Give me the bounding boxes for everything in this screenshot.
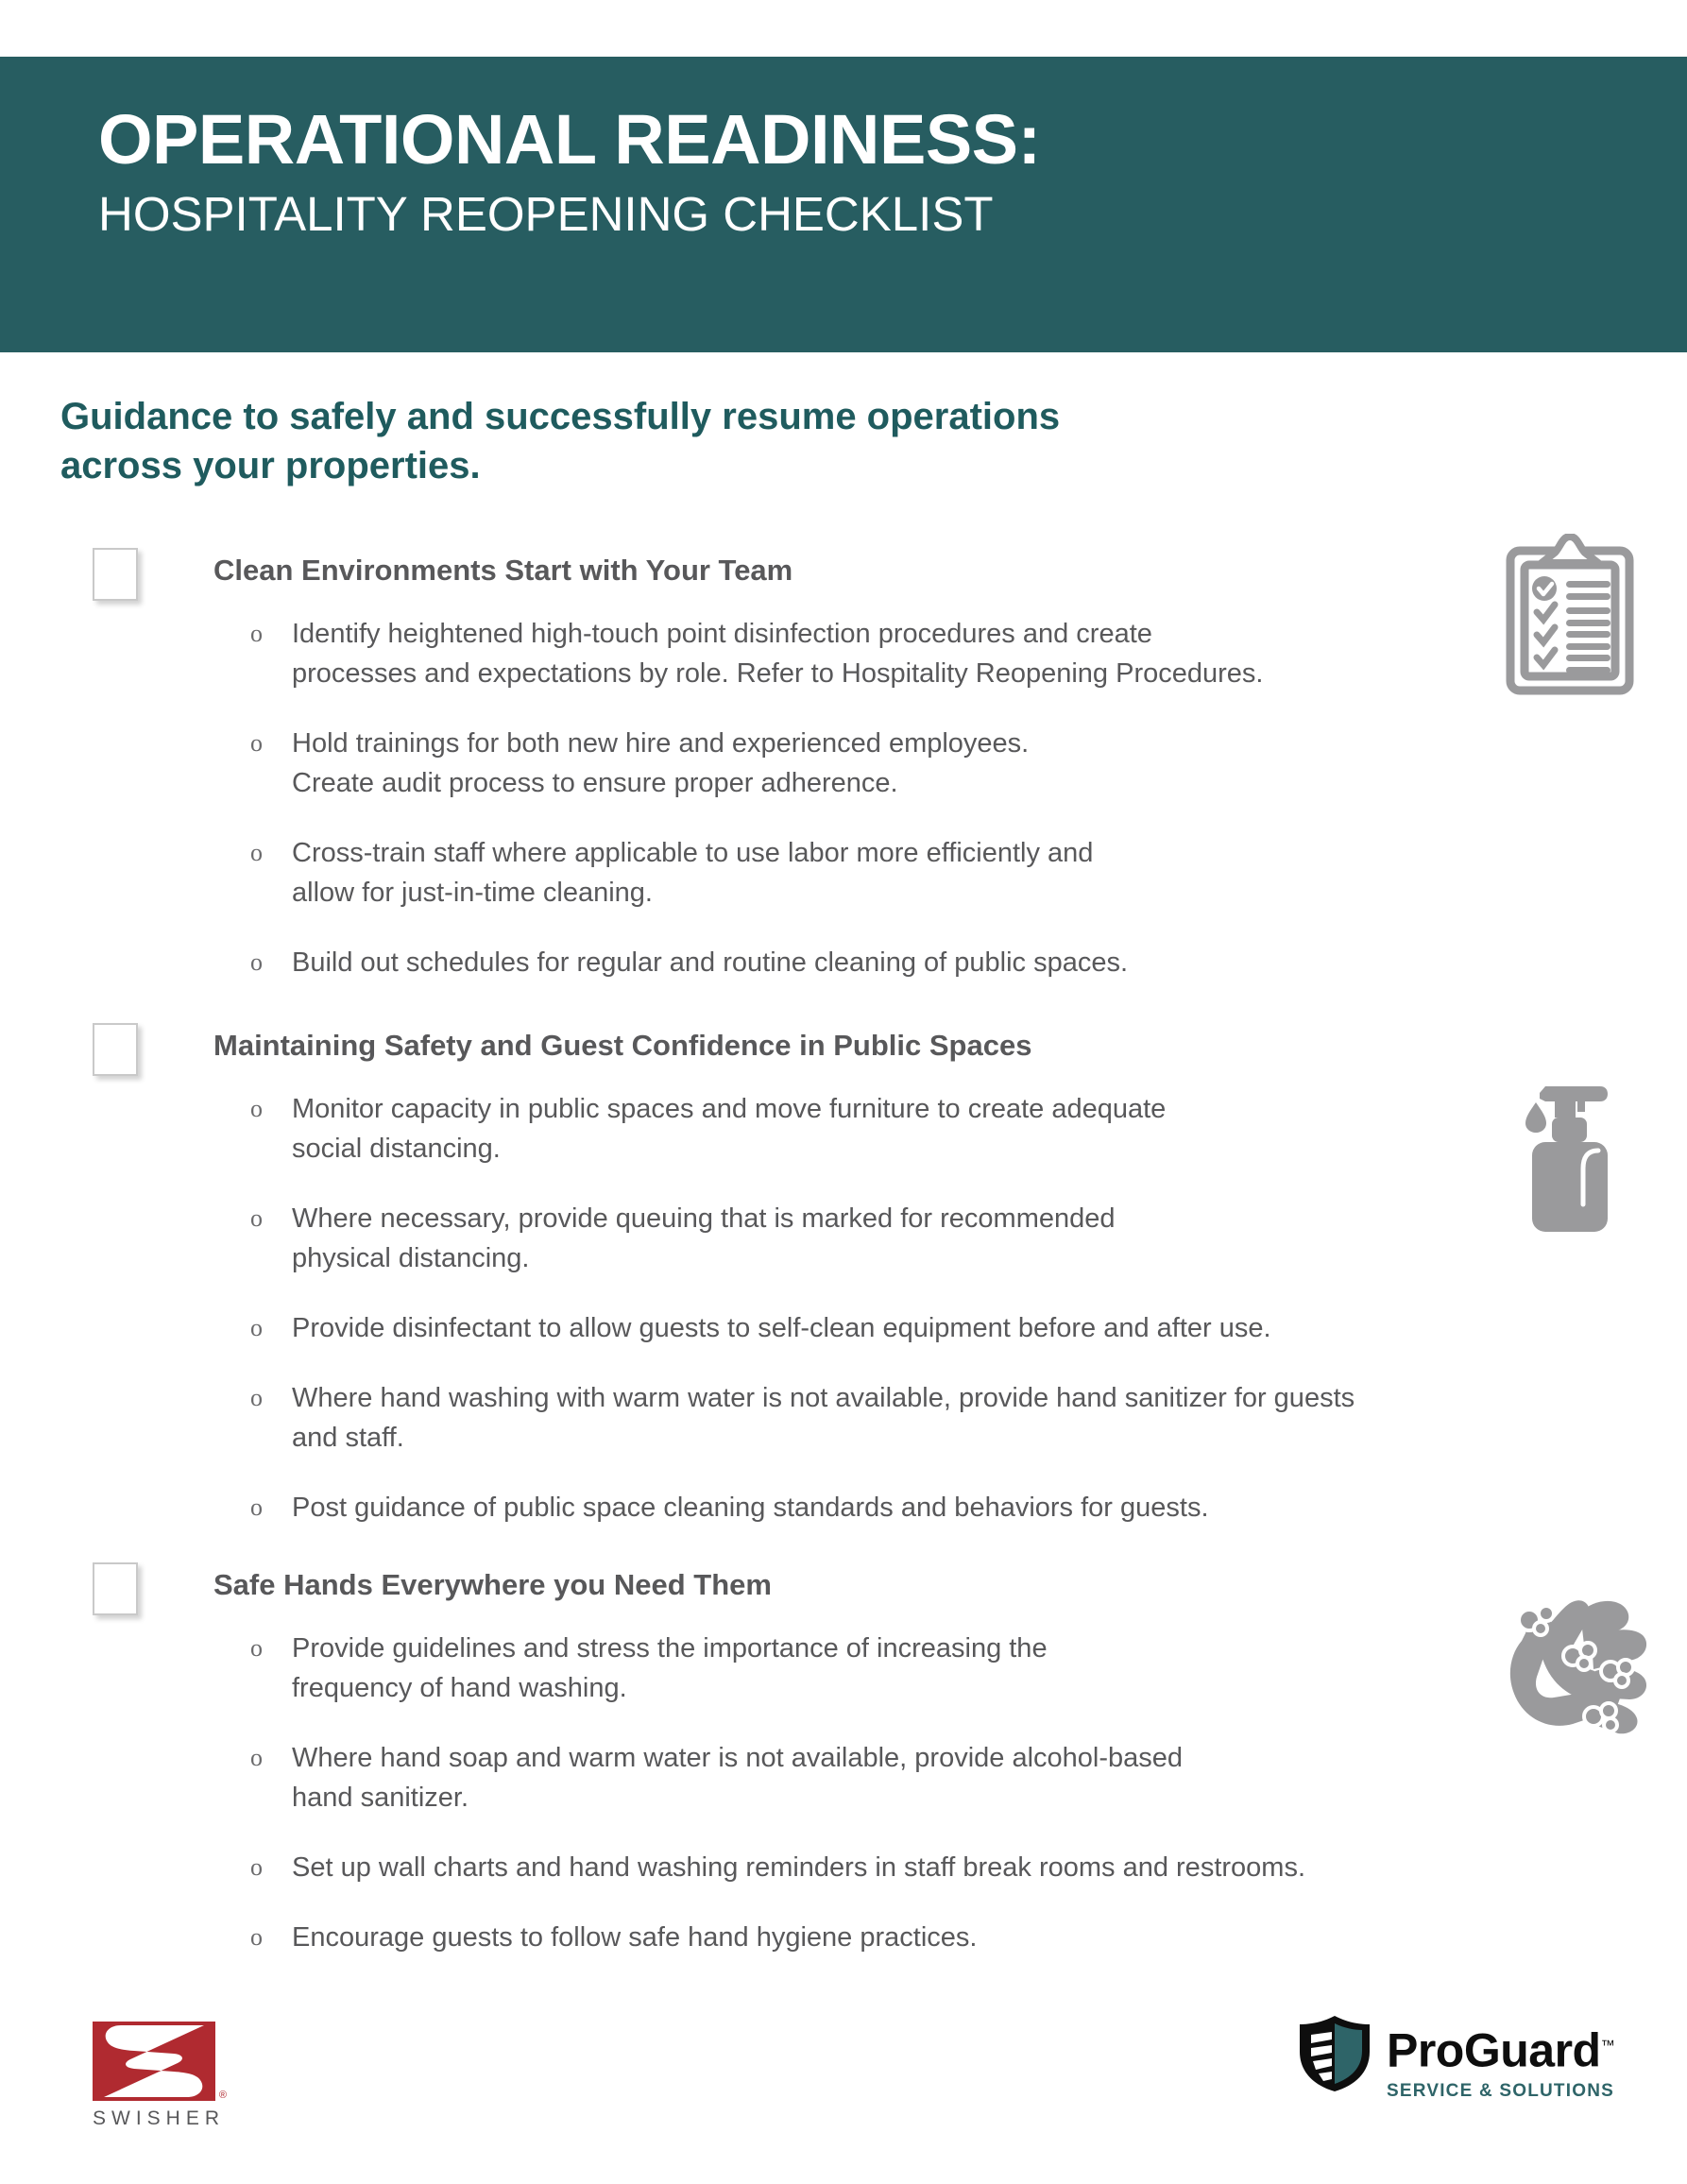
bullet-line-1: Where necessary, provide queuing that is marked for recommended xyxy=(292,1203,1116,1234)
list-item xyxy=(0,1199,1687,1278)
bullet-text xyxy=(292,943,1128,982)
proguard-trademark: ™ xyxy=(1600,2038,1615,2054)
proguard-text-block xyxy=(1387,2022,1614,2102)
bullet-line-1: Provide guidelines and stress the importance of increasing the xyxy=(292,1633,1048,1664)
bullet-text xyxy=(292,614,1263,693)
section-title: Safe Hands Everywhere you Need Them xyxy=(213,1568,772,1601)
bullet-line-2: processes and expectations by role. Refer to Hospitality Reopening Procedures. xyxy=(292,658,1264,689)
proguard-logo xyxy=(1296,2014,1614,2102)
bullet-marker: o xyxy=(250,1634,263,1662)
list-item xyxy=(0,1378,1687,1458)
list-item xyxy=(0,1308,1687,1348)
proguard-name-text: ProGuard xyxy=(1387,2023,1601,2077)
bullet-marker: o xyxy=(250,839,263,866)
list-item xyxy=(0,1918,1687,1957)
bullet-line-1: Monitor capacity in public spaces and move furniture to create adequate xyxy=(292,1094,1167,1124)
proguard-tagline: SERVICE & SOLUTIONS xyxy=(1387,2080,1614,2101)
section-checkbox[interactable] xyxy=(93,1562,138,1615)
bullet-line-1: Build out schedules for regular and routine cleaning of public spaces. xyxy=(292,947,1129,978)
bullet-text xyxy=(292,1848,1305,1887)
section-safe-hands xyxy=(0,1558,1687,1957)
bullet-line-1: Provide disinfectant to allow guests to self-clean equipment before and after use. xyxy=(292,1313,1271,1343)
page-subtitle: HOSPITALITY REOPENING CHECKLIST xyxy=(98,187,994,241)
section-title: Clean Environments Start with Your Team xyxy=(213,554,793,587)
bullet-marker: o xyxy=(250,1853,263,1881)
swisher-logo xyxy=(93,2022,230,2130)
bullet-line-1: Cross-train staff where applicable to use labor more efficiently and xyxy=(292,838,1094,868)
bullet-marker: o xyxy=(250,729,263,757)
bullet-marker: o xyxy=(250,1095,263,1122)
list-item xyxy=(0,943,1687,982)
bullet-marker: o xyxy=(250,1493,263,1521)
bullet-text xyxy=(292,1199,1116,1278)
bullet-line-2: allow for just-in-time cleaning. xyxy=(292,878,653,908)
bullet-line-2: hand sanitizer. xyxy=(292,1783,469,1813)
bullet-marker: o xyxy=(250,1204,263,1232)
intro-statement xyxy=(60,392,1591,490)
bullet-line-1: Where hand soap and warm water is not available, provide alcohol-based xyxy=(292,1743,1184,1773)
bullet-line-1: Hold trainings for both new hire and experienced employees. xyxy=(292,728,1030,759)
proguard-shield-icon xyxy=(1296,2014,1373,2098)
bullet-marker: o xyxy=(250,948,263,976)
bullet-marker: o xyxy=(250,1384,263,1411)
swisher-wordmark: SWISHER xyxy=(93,2107,226,2129)
intro-line-1: Guidance to safely and successfully resume operations xyxy=(60,396,1061,437)
section-clean-environments xyxy=(0,543,1687,982)
bullet-line-1: Identify heightened high-touch point disinfection procedures and create xyxy=(292,619,1152,649)
list-item xyxy=(0,1738,1687,1817)
list-item xyxy=(0,1629,1687,1708)
footer xyxy=(0,2005,1687,2184)
bullet-text xyxy=(292,1378,1355,1458)
bullet-marker: o xyxy=(250,1744,263,1771)
section-checkbox[interactable] xyxy=(93,548,138,601)
intro-line-2: across your properties. xyxy=(60,445,481,486)
list-item xyxy=(0,614,1687,693)
bullet-list xyxy=(0,614,1687,982)
proguard-name xyxy=(1387,2022,1614,2075)
list-item xyxy=(0,1089,1687,1169)
bullet-line-1: Where hand washing with warm water is not available, provide hand sanitizer for guests xyxy=(292,1383,1355,1413)
checklist-sections xyxy=(0,543,1687,1988)
bullet-text xyxy=(292,724,1029,803)
bullet-line-2: physical distancing. xyxy=(292,1243,530,1273)
header-banner xyxy=(0,57,1687,352)
bullet-text xyxy=(292,1308,1271,1348)
bullet-line-2: social distancing. xyxy=(292,1134,501,1164)
bullet-line-1: Set up wall charts and hand washing reminders in staff break rooms and restrooms. xyxy=(292,1852,1305,1883)
bullet-list xyxy=(0,1629,1687,1957)
bullet-text xyxy=(292,1488,1209,1527)
bullet-text xyxy=(292,1738,1183,1817)
bullet-text xyxy=(292,1629,1048,1708)
soap-dispenser-icon xyxy=(1498,1070,1640,1240)
bullet-line-1: Post guidance of public space cleaning standards and behaviors for guests. xyxy=(292,1493,1209,1523)
section-header xyxy=(0,1018,1687,1076)
bullet-line-2: Create audit process to ensure proper adherence. xyxy=(292,768,898,798)
section-checkbox[interactable] xyxy=(93,1023,138,1076)
swisher-s-mark-icon xyxy=(93,2022,227,2101)
bullet-line-1: Encourage guests to follow safe hand hygiene practices. xyxy=(292,1922,978,1953)
bullet-marker: o xyxy=(250,1923,263,1951)
section-public-spaces xyxy=(0,1018,1687,1527)
swisher-registered-mark: ® xyxy=(218,2090,227,2101)
bullet-list xyxy=(0,1089,1687,1527)
bullet-text xyxy=(292,833,1093,913)
header-text-block xyxy=(98,100,1630,244)
section-title: Maintaining Safety and Guest Confidence in Public Spaces xyxy=(213,1029,1032,1062)
list-item xyxy=(0,724,1687,803)
bullet-marker: o xyxy=(250,1314,263,1341)
bullet-marker: o xyxy=(250,620,263,647)
page-title: OPERATIONAL READINESS: xyxy=(98,100,1041,179)
section-header xyxy=(0,543,1687,601)
list-item xyxy=(0,1848,1687,1887)
list-item xyxy=(0,833,1687,913)
bullet-line-2: and staff. xyxy=(292,1423,404,1453)
bullet-text xyxy=(292,1918,977,1957)
bullet-text xyxy=(292,1089,1166,1169)
list-item xyxy=(0,1488,1687,1527)
section-header xyxy=(0,1558,1687,1615)
bullet-line-2: frequency of hand washing. xyxy=(292,1673,627,1703)
